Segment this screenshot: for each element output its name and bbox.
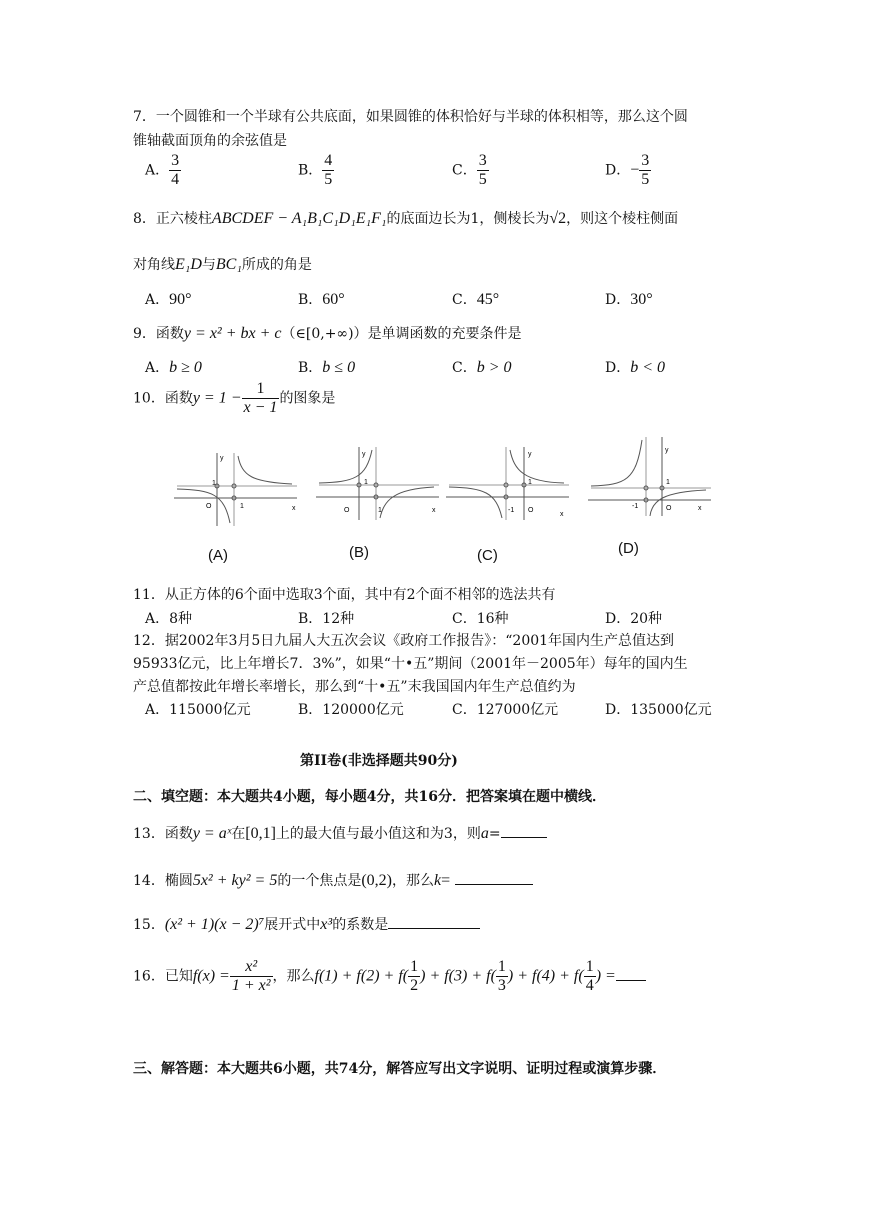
q7-option-a: A． $\frac{3}{4}$ [145,152,180,188]
q12-line3: 产总值都按此年增长率增长，那么到“十•五”末我国国内年生产总值约为 [133,679,576,695]
curve-left [177,489,230,523]
q7-option-b: B． $\frac{4}{5}$ [298,152,333,188]
q10-label-c: (C) [477,547,498,564]
q13-line: 13．函数y = aˣ在[0,1]上的最大值与最小值这和为3，则a= [133,823,547,843]
svg-text:-1: -1 [632,503,639,510]
q8-line2: 对角线E₁D与BC₁所成的角是 [133,256,312,273]
curve-right [650,490,706,516]
q12-option-b: B．120000亿元 [298,702,404,718]
q11-option-d: D．20种 [605,611,663,627]
q10-label-a: (A) [208,547,228,564]
q12-option-d: D．135000亿元 [605,702,712,718]
q8-option-c: C．45° [452,291,500,308]
q12-line2: 95933亿元，比上年增长7．3%”，如果“十•五”期间（2001年－2005年）每年的国内生 [133,656,688,672]
q9-line: 9．函数y = x² + bx + c（∈[0,+∞)）是单调函数的充要条件是 [133,325,522,342]
q9-option-d: D．b < 0 [605,359,666,376]
svg-text:1: 1 [666,479,670,486]
svg-text:y: y [362,451,366,458]
q16-line: 16．已知f(x) = $\frac{\text{x²}}{\text{1 + x²}}$ ，那么f(1) + f(2) + f( $\frac{1}{2}$ ) + f(3) + f( $\frac{1}{3}$ ) + f(4) + f( $\frac{1}{4}$ ) = [133,958,646,995]
q7-option-d: D．− $\frac{3}{5}$ [605,152,650,188]
q12-option-a: A．115000亿元 [145,702,251,718]
section2-heading: 二、填空题：本大题共4小题，每小题4分，共16分．把答案填在题中横线． [133,789,606,805]
q7-option-c: C． $\frac{3}{5}$ [452,152,487,188]
q11-option-b: B．12种 [298,611,355,627]
q10-graph-d [586,432,716,517]
q16-answer-blank[interactable] [616,966,646,981]
q10-graph-b [314,442,444,522]
curve-right [380,487,434,518]
q10-label-b: (B) [349,544,369,561]
svg-text:y: y [665,447,669,454]
section3-heading: 三、解答题：本大题共6小题，共74分，解答应写出文字说明、证明过程或演算步骤． [133,1061,667,1077]
q11-option-c: C．16种 [452,611,509,627]
curve-right [238,456,292,484]
q15-answer-blank[interactable] [388,914,480,929]
svg-text:x: x [292,505,296,512]
q9-option-c: C．b > 0 [452,359,512,376]
svg-text:1: 1 [364,479,368,486]
curve-left [449,487,502,518]
q8-line1: 8．正六棱柱ABCDEF − A₁B₁C₁D₁E₁F₁的底面边长为1，侧棱长为√2，则这个棱柱侧面 [133,210,679,227]
svg-text:x: x [698,505,702,512]
svg-text:O: O [528,507,534,514]
q14-answer-blank[interactable] [455,870,533,885]
svg-text:-1: -1 [508,507,515,514]
curve-left [591,440,642,486]
svg-text:O: O [666,505,672,512]
q14-line: 14．椭圆5x² + ky² = 5的一个焦点是(0,2)，那么k= [133,870,533,890]
q15-line: 15．(x² + 1)(x − 2)⁷展开式中x³的系数是 [133,914,480,934]
q11-line: 11．从正方体的6个面中选取3个面，其中有2个面不相邻的选法共有 [133,587,556,603]
q7-line2: 锥轴截面顶角的余弦值是 [133,133,287,149]
q8-option-a: A．90° [145,291,192,308]
svg-text:y: y [220,455,224,462]
q10-graph-c [444,442,574,522]
q9-option-b: B．b ≤ 0 [298,359,356,376]
q8-option-b: B．60° [298,291,345,308]
q12-option-c: C．127000亿元 [452,702,559,718]
svg-text:1: 1 [240,503,244,510]
svg-text:1: 1 [378,507,382,514]
svg-text:1: 1 [528,479,532,486]
q10-label-d: (D) [618,540,639,557]
q10-graph-a [172,448,302,528]
q11-option-a: A．8种 [145,611,193,627]
svg-text:y: y [528,451,532,458]
q8-option-d: D．30° [605,291,653,308]
q9-option-a: A．b ≥ 0 [145,359,202,376]
svg-text:O: O [206,503,212,510]
q10-line: 10．函数y = 1 − $\frac{1}{x - 1}$ 的图象是 [133,380,336,416]
svg-text:x: x [432,507,436,514]
q12-line1: 12．据2002年3月5日九届人大五次会议《政府工作报告》：“2001年国内生产总值达到 [133,633,675,649]
svg-text:O: O [344,507,350,514]
curve-right [510,450,564,483]
q13-answer-blank[interactable] [501,823,547,838]
q7-line1: 7．一个圆锥和一个半球有公共底面，如果圆锥的体积恰好与半球的体积相等，那么这个圆 [133,109,688,125]
svg-text:x: x [560,511,564,518]
section2-title: 第II卷(非选择题共90分) [300,753,458,769]
svg-text:1: 1 [212,480,216,487]
